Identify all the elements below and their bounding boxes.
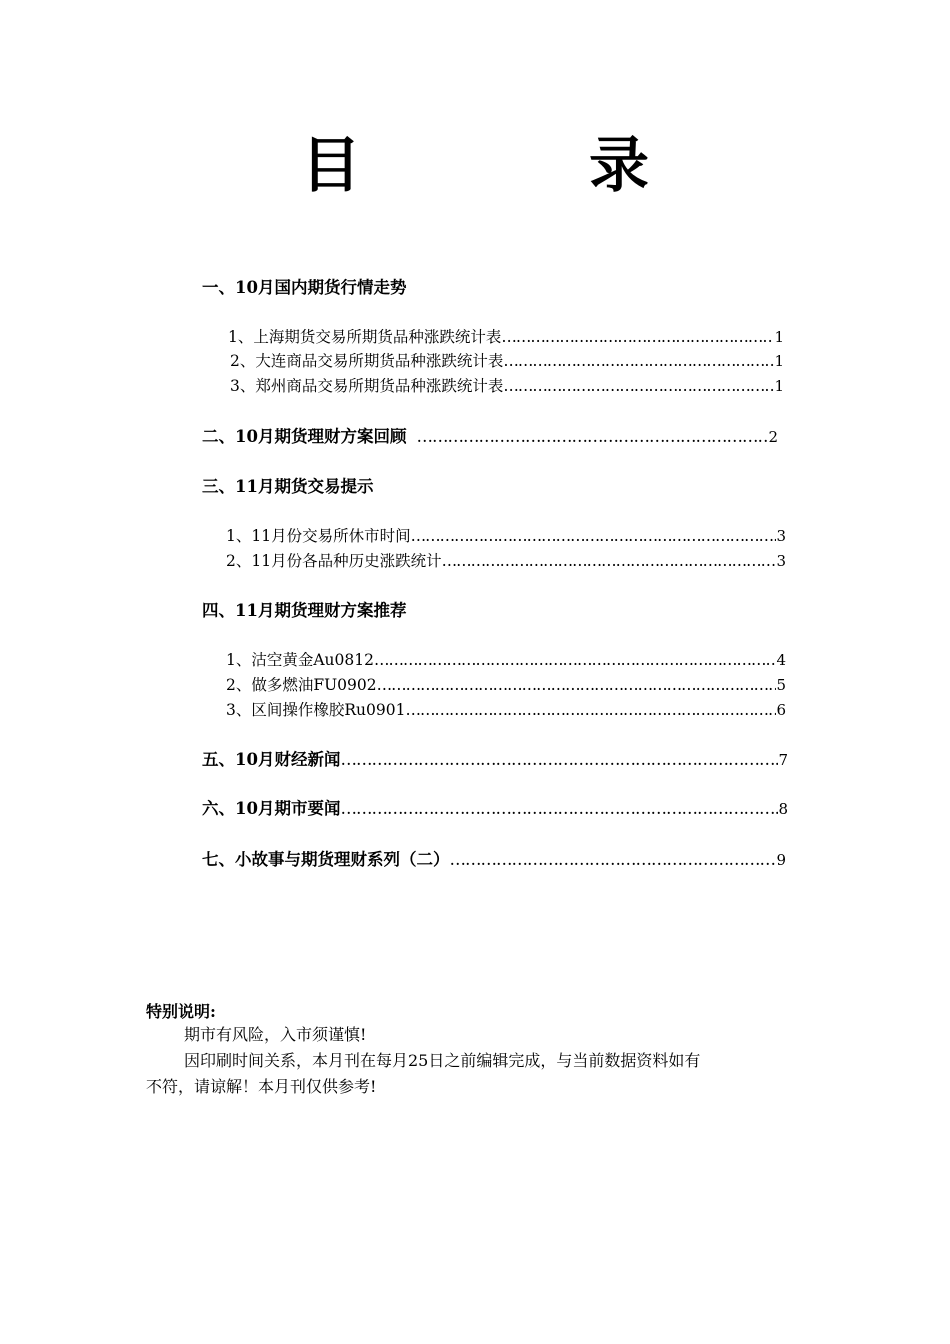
toc-item-3-1[interactable] [226,524,786,548]
toc-page-number: 6 [776,701,786,719]
toc-item-label: 2、做多燃油FU0902 [226,676,377,694]
note-line-3: 不符，请谅解！本月刊仅供参考! [146,1077,377,1096]
toc-section-label: 六、10月期市要闻 [202,799,341,818]
toc-item-4-1[interactable] [226,648,786,672]
toc-page-number: 1 [774,352,784,370]
toc-section-label: 五、10月财经新闻 [202,750,341,769]
toc-section-label: 七、小故事与期货理财系列（二） [202,850,450,869]
toc-section-3-heading: 三、11月期货交易提示 [202,477,374,496]
note-line-2: 因印刷时间关系，本月刊在每月25日之前编辑完成，与当前数据资料如有 [184,1051,701,1070]
toc-page-number: 1 [774,377,784,395]
toc-item-4-2[interactable] [226,673,786,697]
toc-item-label: 3、郑州商品交易所期货品种涨跌统计表 [230,377,504,395]
dot-leader [374,648,776,672]
toc-section-label: 二、10月期货理财方案回顾 [202,427,407,446]
dot-leader [442,549,777,573]
toc-page-number: 9 [776,851,786,869]
toc-item-1-2[interactable] [230,349,784,373]
dot-leader [377,673,777,697]
toc-item-label: 2、11月份各品种历史涨跌统计 [226,552,442,570]
toc-page-number: 4 [776,651,786,669]
toc-section-1-heading: 一、10月国内期货行情走势 [202,278,407,297]
toc-page-number: 1 [774,328,784,346]
dot-leader [416,425,768,449]
toc-item-4-3[interactable] [226,698,786,722]
dot-leader [411,524,777,548]
toc-page-number: 2 [768,428,778,446]
toc-page-number: 3 [776,527,786,545]
dot-leader [450,848,777,872]
toc-page-number: 5 [776,676,786,694]
dot-leader [405,698,776,722]
toc-section-2[interactable] [202,425,778,449]
toc-item-label: 2、大连商品交易所期货品种涨跌统计表 [230,352,504,370]
toc-section-5[interactable] [202,748,788,772]
dot-leader [501,325,774,349]
dot-leader [340,748,778,772]
toc-section-6[interactable] [202,797,788,821]
toc-page-number: 7 [778,751,788,769]
toc-item-label: 3、区间操作橡胶Ru0901 [226,701,406,719]
dot-leader [503,374,774,398]
toc-item-label: 1、11月份交易所休市时间 [226,527,411,545]
note-title: 特别说明: [146,1002,216,1021]
toc-item-label: 1、沽空黄金Au0812 [226,651,374,669]
toc-section-7[interactable] [202,848,786,872]
toc-page-number: 8 [778,800,788,818]
dot-leader [503,349,774,373]
dot-leader [340,797,778,821]
toc-item-1-3[interactable] [230,374,784,398]
toc-item-3-2[interactable] [226,549,786,573]
toc-section-4-heading: 四、11月期货理财方案推荐 [202,601,407,620]
toc-item-label: 1、上海期货交易所期货品种涨跌统计表 [228,328,502,346]
toc-page-number: 3 [776,552,786,570]
toc-item-1-1[interactable] [228,325,784,349]
note-line-1: 期市有风险，入市须谨慎! [184,1025,367,1044]
page-title: 目 录 [301,131,733,201]
